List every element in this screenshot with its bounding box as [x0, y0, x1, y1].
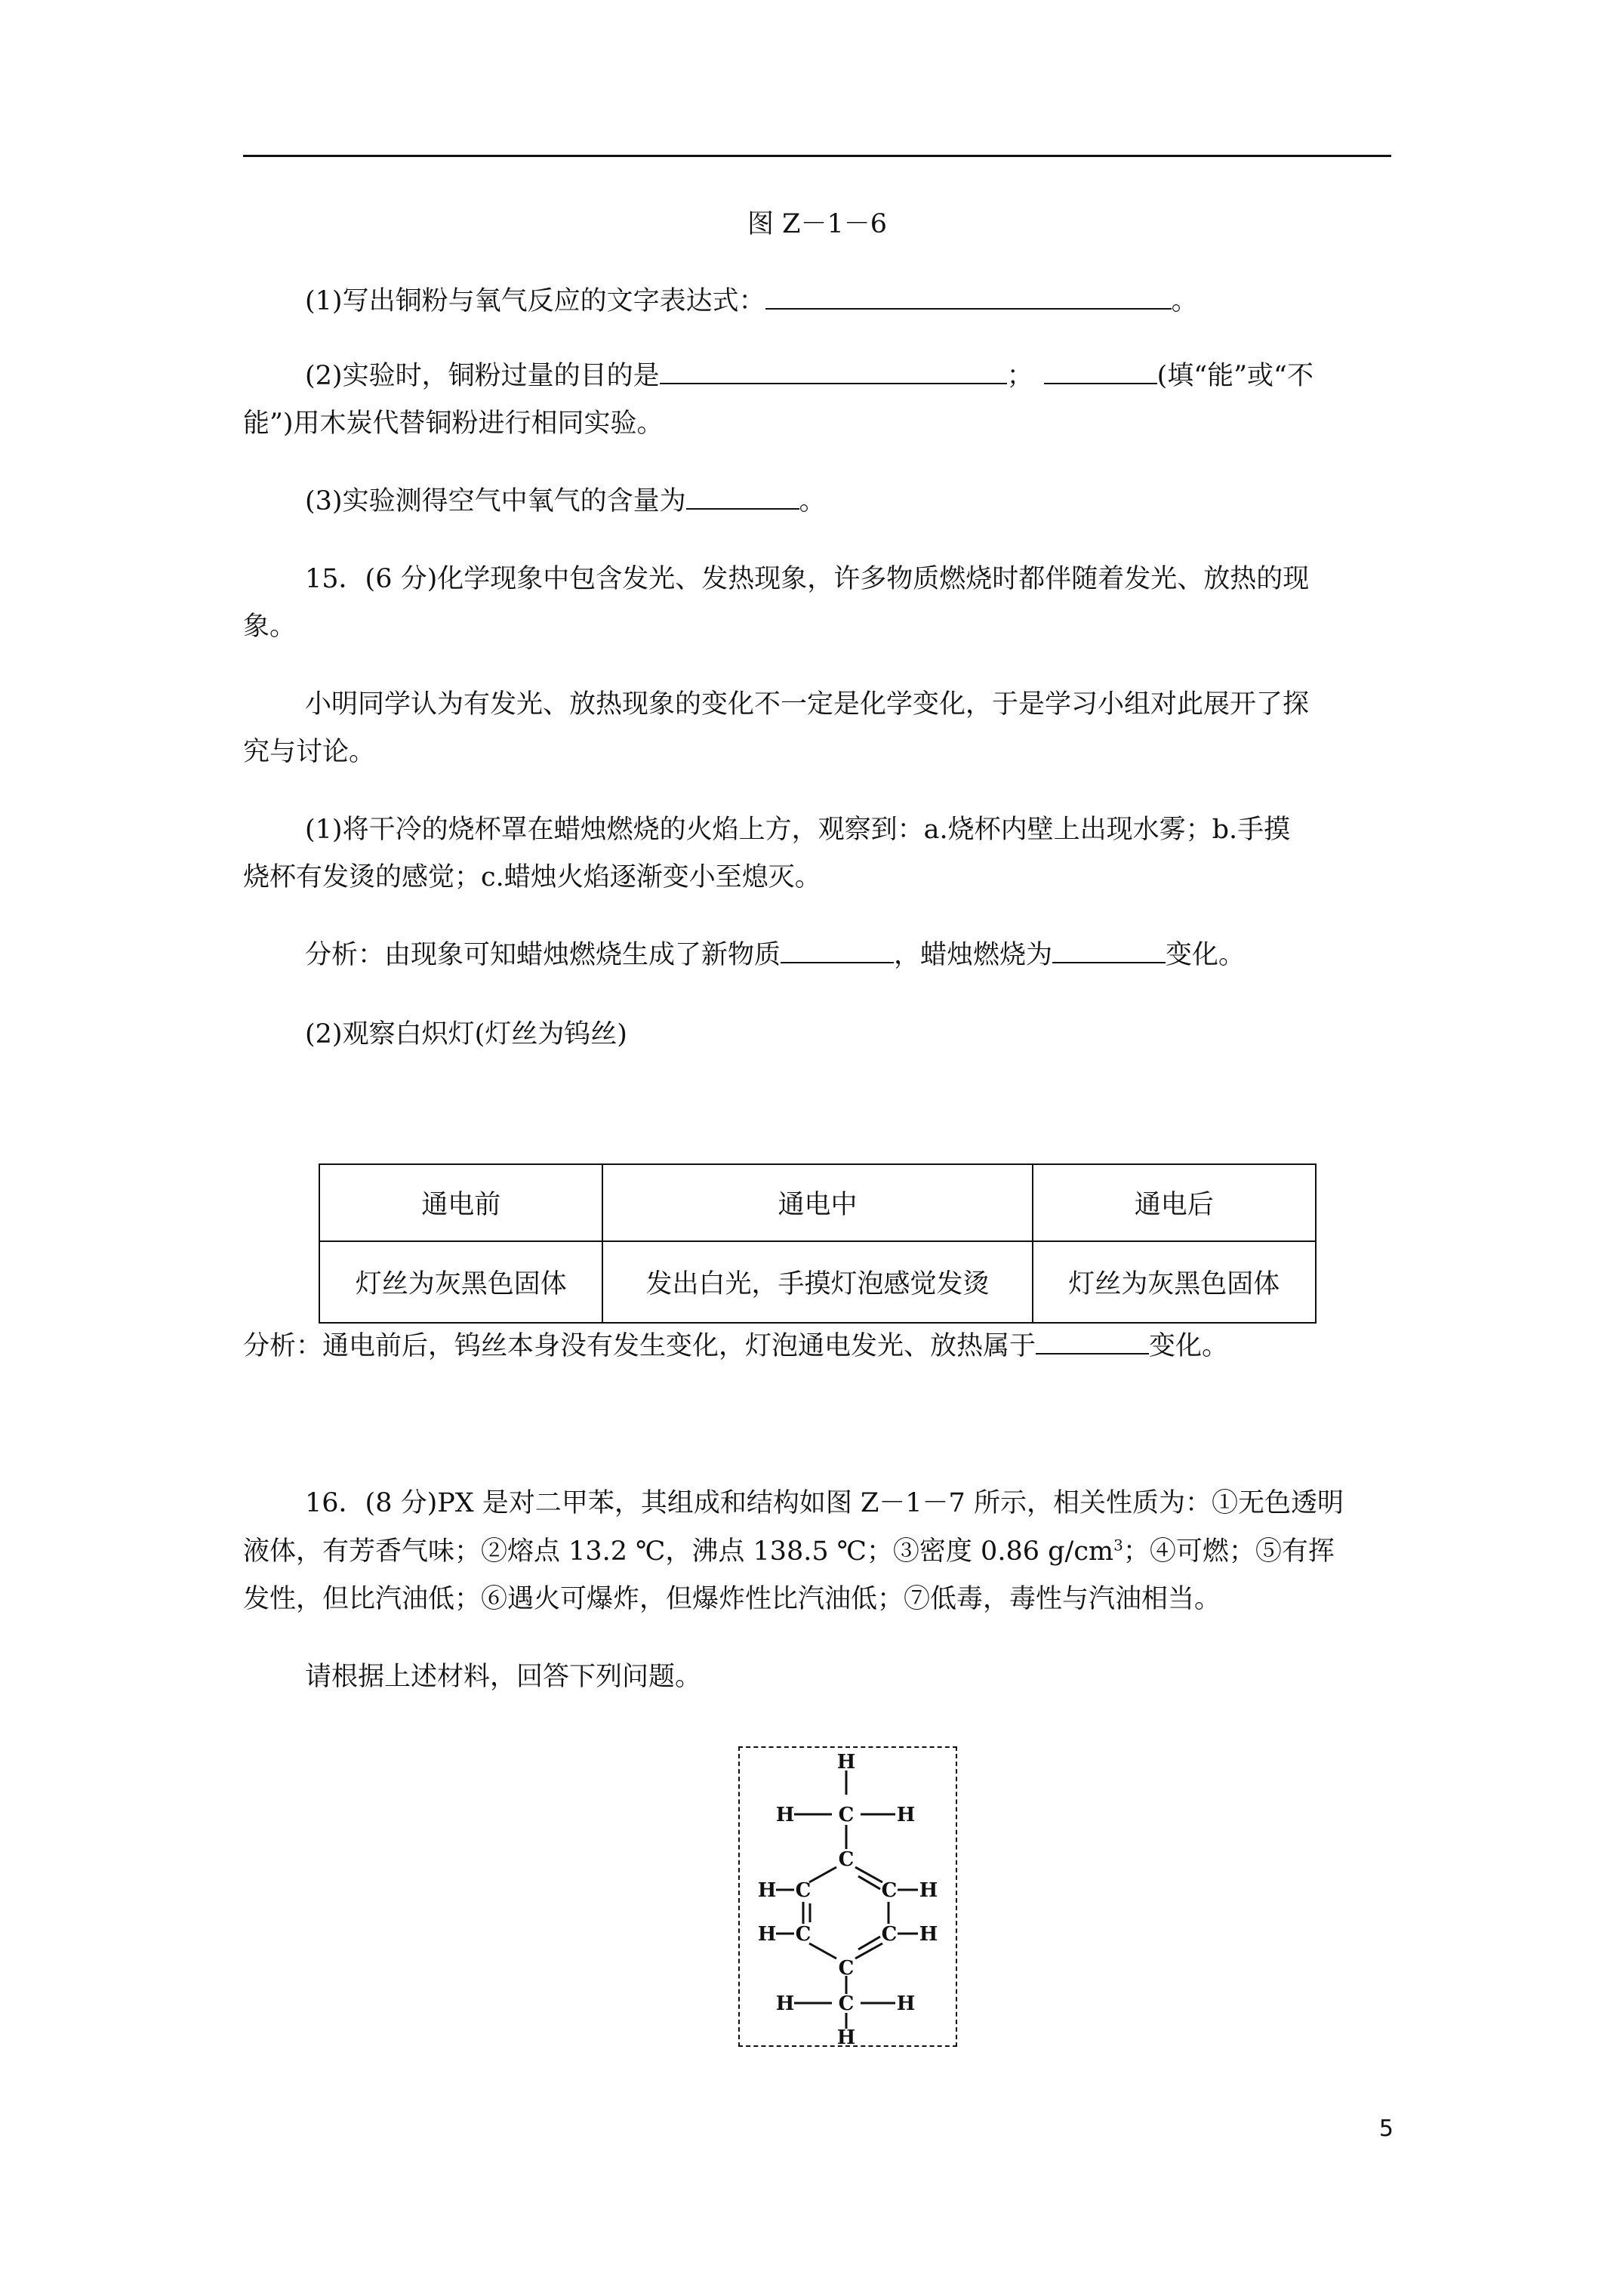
px-structure-diagram	[740, 1748, 956, 2045]
q16-line2	[243, 1536, 1391, 1567]
q14-part1-text: (1)写出铜粉与氧气反应的文字表达式：	[305, 286, 765, 316]
q15-analysis2-b: 变化。	[1149, 1331, 1229, 1361]
carbon-atom: C	[838, 1848, 855, 1871]
hydrogen-atom: H	[896, 1992, 916, 2015]
carbon-atom: C	[838, 1804, 855, 1826]
carbon-atom: C	[838, 1992, 855, 2015]
header-rule	[243, 155, 1391, 157]
q15-line2: 象。	[243, 612, 297, 642]
carbon-atom: C	[881, 1923, 898, 1946]
q14-part1	[305, 285, 1391, 317]
q14-part2-text-b: (填“能”或“不	[1156, 361, 1313, 391]
answer-blank[interactable]	[1052, 939, 1166, 963]
table-cell: 灯丝为灰黑色固体	[319, 1241, 602, 1323]
q15-part1-line2: 烧杯有发烫的感觉；c.蜡烛火焰逐渐变小至熄灭。	[243, 862, 821, 892]
figure-caption: 图 Z－1－6	[747, 209, 887, 239]
q16-prompt: 请根据上述材料，回答下列问题。	[305, 1662, 702, 1692]
table-cell: 发出白光，手摸灯泡感觉发烫	[602, 1241, 1032, 1323]
answer-blank[interactable]	[1044, 360, 1157, 384]
q14-part3	[305, 485, 1391, 517]
hydrogen-atom: H	[836, 2026, 856, 2045]
page-number: 5	[1378, 2116, 1394, 2142]
table-header-cell: 通电中	[602, 1164, 1032, 1241]
carbon-atom: C	[838, 1957, 855, 1980]
q16-line1: 16．(8 分)PX 是对二甲苯，其组成和结构如图 Z－1－7 所示，相关性质为：①无色透明	[305, 1488, 1344, 1518]
answer-blank[interactable]	[765, 285, 1172, 310]
answer-blank[interactable]	[781, 939, 894, 963]
atom-labels	[758, 1751, 938, 2045]
q14-part1-end: 。	[1171, 286, 1198, 316]
hydrogen-atom: H	[775, 1992, 795, 2015]
answer-blank[interactable]	[660, 360, 1007, 384]
q14-part3-text: (3)实验测得空气中氧气的含量为	[305, 486, 686, 516]
hydrogen-atom: H	[919, 1923, 938, 1946]
q15-part1-line1: (1)将干冷的烧杯罩在蜡烛燃烧的火焰上方，观察到：a.烧杯内壁上出现水雾；b.手摸	[305, 815, 1291, 845]
q15-analysis1-c: 变化。	[1166, 940, 1246, 970]
q14-part2-sep: ；	[1006, 361, 1033, 391]
table-cell: 灯丝为灰黑色固体	[1033, 1241, 1316, 1323]
q16-line3: 发性，但比汽油低；⑥遇火可爆炸，但爆炸性比汽油低；⑦低毒，毒性与汽油相当。	[243, 1584, 1221, 1614]
hydrogen-atom: H	[757, 1923, 777, 1946]
q16-line2-b: ；④可燃；⑤有挥	[1123, 1536, 1335, 1567]
carbon-atom: C	[795, 1923, 812, 1946]
answer-blank[interactable]	[1036, 1330, 1149, 1354]
q15-para2-line2: 究与讨论。	[243, 737, 376, 767]
q15-para2-line1: 小明同学认为有发光、放热现象的变化不一定是化学变化，于是学习小组对此展开了探	[305, 689, 1310, 720]
table-row	[319, 1241, 1316, 1323]
q15-analysis1-a: 分析：由现象可知蜡烛燃烧生成了新物质	[305, 940, 781, 970]
px-structure-figure	[738, 1746, 957, 2047]
carbon-atom: C	[881, 1879, 898, 1902]
q14-part2-text-a: (2)实验时，铜粉过量的目的是	[305, 361, 660, 391]
q15-line1: 15．(6 分)化学现象中包含发光、发热现象，许多物质燃烧时都伴随着发光、放热的现	[305, 564, 1310, 594]
superscript: 3	[1113, 1536, 1123, 1555]
q15-analysis1-b: ，蜡烛燃烧为	[894, 940, 1053, 970]
q15-analysis2	[243, 1330, 1391, 1362]
q14-part2-line1	[305, 360, 1391, 392]
hydrogen-atom: H	[775, 1804, 795, 1826]
observation-table	[319, 1163, 1317, 1324]
q15-analysis1	[305, 939, 1391, 971]
hydrogen-atom: H	[896, 1804, 916, 1826]
q16-line2-a: 液体，有芳香气味；②熔点 13.2 ℃，沸点 138.5 ℃；③密度 0.86 g/cm	[243, 1536, 1114, 1567]
q15-part2: (2)观察白炽灯(灯丝为钨丝)	[305, 1019, 627, 1049]
table-header-cell: 通电前	[319, 1164, 602, 1241]
answer-blank[interactable]	[686, 485, 799, 510]
q14-part3-end: 。	[799, 486, 826, 516]
table-header-row	[319, 1164, 1316, 1241]
table-header-cell: 通电后	[1033, 1164, 1316, 1241]
hydrogen-atom: H	[836, 1751, 856, 1774]
q15-analysis2-a: 分析：通电前后，钨丝本身没有发生变化，灯泡通电发光、放热属于	[243, 1331, 1036, 1361]
carbon-atom: C	[795, 1879, 812, 1902]
hydrogen-atom: H	[757, 1879, 777, 1902]
hydrogen-atom: H	[919, 1879, 938, 1902]
q14-part2-line2: 能”)用木炭代替铜粉进行相同实验。	[243, 408, 664, 439]
